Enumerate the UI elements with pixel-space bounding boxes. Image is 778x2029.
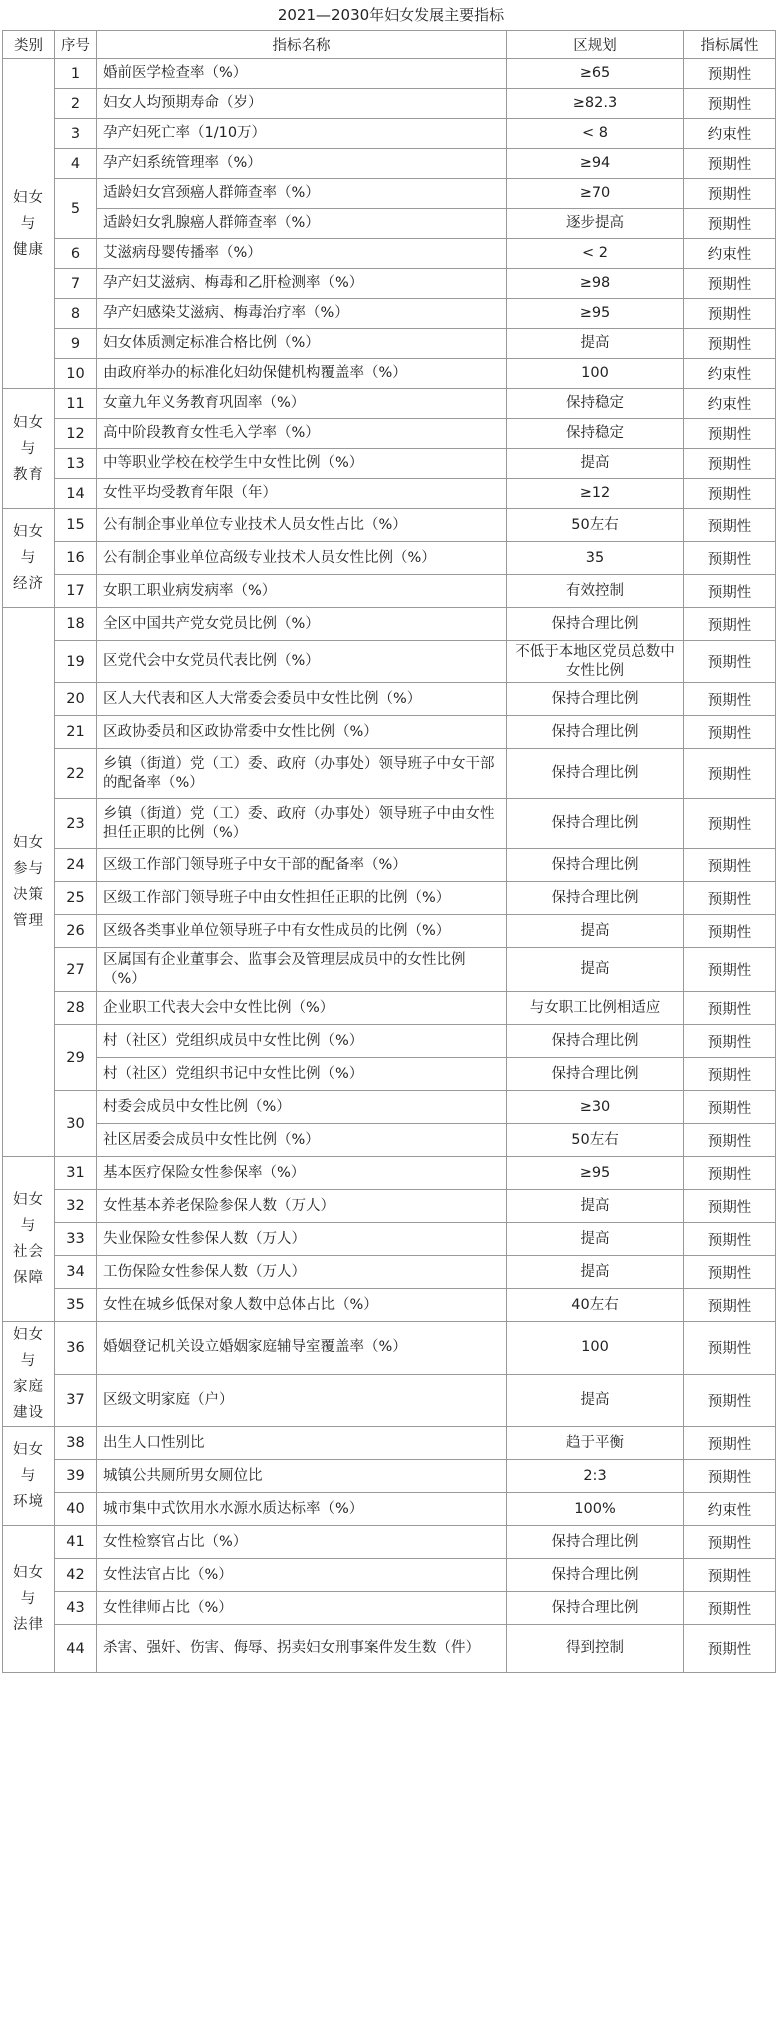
plan-value: 提高 — [507, 948, 684, 992]
row-number: 29 — [55, 1025, 97, 1091]
plan-value: 提高 — [507, 1374, 684, 1427]
indicator-name: 失业保险女性参保人数（万人） — [97, 1223, 507, 1256]
table-row — [3, 419, 776, 449]
table-row — [3, 1559, 776, 1592]
table-row — [3, 1460, 776, 1493]
indicator-attribute: 预期性 — [684, 683, 776, 716]
row-number: 19 — [55, 641, 97, 683]
row-number: 31 — [55, 1157, 97, 1190]
indicator-name: 全区中国共产党女党员比例（%） — [97, 608, 507, 641]
indicator-name: 妇女体质测定标准合格比例（%） — [97, 329, 507, 359]
indicator-attribute: 预期性 — [684, 89, 776, 119]
indicator-attribute: 约束性 — [684, 239, 776, 269]
table-row — [3, 948, 776, 992]
table-row — [3, 1190, 776, 1223]
indicator-attribute: 预期性 — [684, 608, 776, 641]
category-label: 妇女 与 社会 保障 — [13, 1192, 44, 1286]
header-name: 指标名称 — [97, 31, 507, 59]
table-row — [3, 1374, 776, 1427]
category-cell — [3, 389, 55, 509]
row-number: 14 — [55, 479, 97, 509]
indicator-attribute: 约束性 — [684, 119, 776, 149]
row-number: 40 — [55, 1493, 97, 1526]
indicator-name: 区党代会中女党员代表比例（%） — [97, 641, 507, 683]
indicator-name: 女性平均受教育年限（年） — [97, 479, 507, 509]
table-title: 2021—2030年妇女发展主要指标 — [277, 6, 505, 24]
row-number: 30 — [55, 1091, 97, 1157]
row-number: 34 — [55, 1256, 97, 1289]
header-attribute: 指标属性 — [684, 31, 776, 59]
plan-value: 不低于本地区党员总数中女性比例 — [507, 641, 684, 683]
plan-value: ≥30 — [507, 1091, 684, 1124]
indicator-attribute: 约束性 — [684, 389, 776, 419]
category-cell — [3, 1427, 55, 1526]
category-label: 妇女 与 家庭 建设 — [13, 1327, 44, 1421]
indicator-name: 区属国有企业董事会、监事会及管理层成员中的女性比例（%） — [97, 948, 507, 992]
indicator-name: 妇女人均预期寿命（岁） — [97, 89, 507, 119]
plan-value: ≥95 — [507, 299, 684, 329]
plan-value: < 8 — [507, 119, 684, 149]
table-row — [3, 239, 776, 269]
indicator-attribute: 预期性 — [684, 1592, 776, 1625]
table-row — [3, 1124, 776, 1157]
table-row — [3, 1223, 776, 1256]
indicator-name: 工伤保险女性参保人数（万人） — [97, 1256, 507, 1289]
indicator-attribute: 预期性 — [684, 1322, 776, 1375]
header-row — [3, 31, 776, 59]
indicator-name: 区政协委员和区政协常委中女性比例（%） — [97, 716, 507, 749]
indicator-name: 适龄妇女乳腺癌人群筛查率（%） — [97, 209, 507, 239]
plan-value: 保持合理比例 — [507, 683, 684, 716]
row-number: 22 — [55, 749, 97, 799]
category-label: 妇女 与 教育 — [13, 414, 44, 483]
table-row — [3, 882, 776, 915]
indicator-attribute: 预期性 — [684, 299, 776, 329]
indicator-attribute: 预期性 — [684, 1256, 776, 1289]
indicator-name: 公有制企事业单位专业技术人员女性占比（%） — [97, 509, 507, 542]
row-number: 23 — [55, 799, 97, 849]
indicator-name: 社区居委会成员中女性比例（%） — [97, 1124, 507, 1157]
table-body — [3, 31, 776, 1673]
row-number: 32 — [55, 1190, 97, 1223]
table-row — [3, 179, 776, 209]
plan-value: 趋于平衡 — [507, 1427, 684, 1460]
row-number: 16 — [55, 542, 97, 575]
indicator-name: 城市集中式饮用水水源水质达标率（%） — [97, 1493, 507, 1526]
row-number: 17 — [55, 575, 97, 608]
indicator-name: 公有制企事业单位高级专业技术人员女性比例（%） — [97, 542, 507, 575]
row-number: 2 — [55, 89, 97, 119]
indicator-name: 孕产妇系统管理率（%） — [97, 149, 507, 179]
plan-value: ≥70 — [507, 179, 684, 209]
table-row — [3, 1058, 776, 1091]
category-label: 妇女 与 经济 — [13, 524, 44, 592]
plan-value: 保持稳定 — [507, 419, 684, 449]
table-row — [3, 329, 776, 359]
plan-value: ≥65 — [507, 59, 684, 89]
indicator-name: 婚前医学检查率（%） — [97, 59, 507, 89]
table-row — [3, 209, 776, 239]
row-number: 7 — [55, 269, 97, 299]
indicator-name: 孕产妇艾滋病、梅毒和乙肝检测率（%） — [97, 269, 507, 299]
plan-value: 40左右 — [507, 1289, 684, 1322]
plan-value: ≥12 — [507, 479, 684, 509]
plan-value: 逐步提高 — [507, 209, 684, 239]
table-row — [3, 299, 776, 329]
indicator-name: 中等职业学校在校学生中女性比例（%） — [97, 449, 507, 479]
indicator-attribute: 预期性 — [684, 1223, 776, 1256]
header-plan: 区规划 — [507, 31, 684, 59]
indicator-name: 企业职工代表大会中女性比例（%） — [97, 992, 507, 1025]
row-number: 38 — [55, 1427, 97, 1460]
row-number: 33 — [55, 1223, 97, 1256]
plan-value: 50左右 — [507, 509, 684, 542]
indicator-name: 由政府举办的标准化妇幼保健机构覆盖率（%） — [97, 359, 507, 389]
row-number: 13 — [55, 449, 97, 479]
table-row — [3, 799, 776, 849]
table-row — [3, 1091, 776, 1124]
indicator-attribute: 预期性 — [684, 59, 776, 89]
indicator-attribute: 预期性 — [684, 509, 776, 542]
indicator-attribute: 预期性 — [684, 992, 776, 1025]
category-label: 妇女 与 健康 — [13, 189, 44, 258]
plan-value: ≥94 — [507, 149, 684, 179]
plan-value: 保持合理比例 — [507, 882, 684, 915]
indicator-attribute: 预期性 — [684, 749, 776, 799]
indicator-attribute: 预期性 — [684, 716, 776, 749]
table-row — [3, 479, 776, 509]
table-row — [3, 683, 776, 716]
indicator-attribute: 预期性 — [684, 1526, 776, 1559]
row-number: 8 — [55, 299, 97, 329]
indicator-name: 女性基本养老保险参保人数（万人） — [97, 1190, 507, 1223]
header-category: 类别 — [3, 31, 55, 59]
plan-value: ≥82.3 — [507, 89, 684, 119]
row-number: 26 — [55, 915, 97, 948]
category-cell — [3, 608, 55, 1157]
plan-value: 提高 — [507, 1223, 684, 1256]
category-cell — [3, 509, 55, 608]
plan-value: 保持合理比例 — [507, 1559, 684, 1592]
indicator-table — [2, 30, 776, 1673]
table-row — [3, 716, 776, 749]
indicator-name: 孕产妇死亡率（1/10万） — [97, 119, 507, 149]
table-row — [3, 641, 776, 683]
indicator-attribute: 预期性 — [684, 269, 776, 299]
indicator-attribute: 约束性 — [684, 359, 776, 389]
indicator-attribute: 预期性 — [684, 329, 776, 359]
indicator-name: 村委会成员中女性比例（%） — [97, 1091, 507, 1124]
row-number: 5 — [55, 179, 97, 239]
plan-value: 100 — [507, 1322, 684, 1375]
row-number: 21 — [55, 716, 97, 749]
table-row — [3, 1322, 776, 1375]
indicator-attribute: 预期性 — [684, 149, 776, 179]
indicator-name: 村（社区）党组织书记中女性比例（%） — [97, 1058, 507, 1091]
table-row — [3, 149, 776, 179]
table-row — [3, 119, 776, 149]
plan-value: 50左右 — [507, 1124, 684, 1157]
table-row — [3, 1526, 776, 1559]
plan-value: 100 — [507, 359, 684, 389]
plan-value: 有效控制 — [507, 575, 684, 608]
plan-value: 2:3 — [507, 1460, 684, 1493]
plan-value: < 2 — [507, 239, 684, 269]
table-row — [3, 992, 776, 1025]
table-row — [3, 359, 776, 389]
indicator-attribute: 预期性 — [684, 1289, 776, 1322]
indicator-attribute: 预期性 — [684, 209, 776, 239]
indicator-attribute: 预期性 — [684, 948, 776, 992]
plan-value: 保持合理比例 — [507, 608, 684, 641]
row-number: 6 — [55, 239, 97, 269]
indicator-name: 村（社区）党组织成员中女性比例（%） — [97, 1025, 507, 1058]
plan-value: 提高 — [507, 329, 684, 359]
row-number: 11 — [55, 389, 97, 419]
row-number: 15 — [55, 509, 97, 542]
table-row — [3, 542, 776, 575]
plan-value: 保持合理比例 — [507, 1526, 684, 1559]
indicator-attribute: 预期性 — [684, 1157, 776, 1190]
indicator-attribute: 预期性 — [684, 1427, 776, 1460]
row-number: 1 — [55, 59, 97, 89]
indicator-attribute: 预期性 — [684, 419, 776, 449]
indicator-name: 女职工职业病发病率（%） — [97, 575, 507, 608]
indicator-attribute: 预期性 — [684, 575, 776, 608]
row-number: 42 — [55, 1559, 97, 1592]
plan-value: 保持合理比例 — [507, 1025, 684, 1058]
row-number: 4 — [55, 149, 97, 179]
plan-value: ≥95 — [507, 1157, 684, 1190]
indicator-name: 区级各类事业单位领导班子中有女性成员的比例（%） — [97, 915, 507, 948]
indicator-attribute: 预期性 — [684, 542, 776, 575]
plan-value: 提高 — [507, 915, 684, 948]
indicator-attribute: 约束性 — [684, 1493, 776, 1526]
indicator-name: 高中阶段教育女性毛入学率（%） — [97, 419, 507, 449]
indicator-name: 女性法官占比（%） — [97, 1559, 507, 1592]
indicator-name: 孕产妇感染艾滋病、梅毒治疗率（%） — [97, 299, 507, 329]
plan-value: 保持稳定 — [507, 389, 684, 419]
header-number: 序号 — [55, 31, 97, 59]
table-row — [3, 1427, 776, 1460]
table-row — [3, 849, 776, 882]
row-number: 39 — [55, 1460, 97, 1493]
indicator-attribute: 预期性 — [684, 449, 776, 479]
indicator-attribute: 预期性 — [684, 1025, 776, 1058]
row-number: 25 — [55, 882, 97, 915]
table-row — [3, 608, 776, 641]
table-row — [3, 1289, 776, 1322]
plan-value: 与女职工比例相适应 — [507, 992, 684, 1025]
indicator-attribute: 预期性 — [684, 479, 776, 509]
indicator-name: 城镇公共厕所男女厕位比 — [97, 1460, 507, 1493]
indicator-attribute: 预期性 — [684, 1190, 776, 1223]
table-row — [3, 1592, 776, 1625]
indicator-name: 基本医疗保险女性参保率（%） — [97, 1157, 507, 1190]
indicator-attribute: 预期性 — [684, 799, 776, 849]
indicator-attribute: 预期性 — [684, 882, 776, 915]
indicator-name: 女童九年义务教育巩固率（%） — [97, 389, 507, 419]
plan-value: 100% — [507, 1493, 684, 1526]
row-number: 10 — [55, 359, 97, 389]
indicator-name: 女性在城乡低保对象人数中总体占比（%） — [97, 1289, 507, 1322]
indicator-name: 乡镇（街道）党（工）委、政府（办事处）领导班子中由女性担任正职的比例（%） — [97, 799, 507, 849]
indicator-name: 区级工作部门领导班子中女干部的配备率（%） — [97, 849, 507, 882]
category-cell — [3, 59, 55, 389]
plan-value: 保持合理比例 — [507, 799, 684, 849]
table-row — [3, 915, 776, 948]
indicator-name: 区级工作部门领导班子中由女性担任正职的比例（%） — [97, 882, 507, 915]
indicator-attribute: 预期性 — [684, 1091, 776, 1124]
row-number: 24 — [55, 849, 97, 882]
indicator-attribute: 预期性 — [684, 1625, 776, 1673]
indicator-attribute: 预期性 — [684, 1460, 776, 1493]
indicator-attribute: 预期性 — [684, 1058, 776, 1091]
plan-value: 保持合理比例 — [507, 1592, 684, 1625]
plan-value: ≥98 — [507, 269, 684, 299]
table-row — [3, 575, 776, 608]
indicator-name: 女性检察官占比（%） — [97, 1526, 507, 1559]
indicator-attribute: 预期性 — [684, 179, 776, 209]
indicator-name: 婚姻登记机关设立婚姻家庭辅导室覆盖率（%） — [97, 1322, 507, 1375]
row-number: 18 — [55, 608, 97, 641]
table-row — [3, 449, 776, 479]
table-row — [3, 1157, 776, 1190]
table-row — [3, 269, 776, 299]
plan-value: 保持合理比例 — [507, 1058, 684, 1091]
table-row — [3, 1025, 776, 1058]
table-row — [3, 389, 776, 419]
plan-value: 得到控制 — [507, 1625, 684, 1673]
row-number: 12 — [55, 419, 97, 449]
table-row — [3, 509, 776, 542]
category-label: 妇女 参与 决策 管理 — [13, 835, 44, 929]
category-cell — [3, 1157, 55, 1322]
plan-value: 提高 — [507, 449, 684, 479]
table-row — [3, 749, 776, 799]
row-number: 35 — [55, 1289, 97, 1322]
indicator-attribute: 预期性 — [684, 849, 776, 882]
plan-value: 保持合理比例 — [507, 749, 684, 799]
row-number: 37 — [55, 1374, 97, 1427]
indicator-name: 杀害、强奸、伤害、侮辱、拐卖妇女刑事案件发生数（件） — [97, 1625, 507, 1673]
indicator-name: 乡镇（街道）党（工）委、政府（办事处）领导班子中女干部的配备率（%） — [97, 749, 507, 799]
category-cell — [3, 1526, 55, 1673]
indicator-attribute: 预期性 — [684, 641, 776, 683]
plan-value: 提高 — [507, 1190, 684, 1223]
table-row — [3, 1256, 776, 1289]
plan-value: 提高 — [507, 1256, 684, 1289]
table-row — [3, 89, 776, 119]
category-label: 妇女 与 法律 — [13, 1565, 44, 1633]
indicator-attribute: 预期性 — [684, 915, 776, 948]
indicator-attribute: 预期性 — [684, 1559, 776, 1592]
row-number: 3 — [55, 119, 97, 149]
plan-value: 保持合理比例 — [507, 716, 684, 749]
plan-value: 保持合理比例 — [507, 849, 684, 882]
row-number: 41 — [55, 1526, 97, 1559]
indicator-attribute: 预期性 — [684, 1374, 776, 1427]
indicator-name: 区人大代表和区人大常委会委员中女性比例（%） — [97, 683, 507, 716]
indicator-name: 区级文明家庭（户） — [97, 1374, 507, 1427]
category-label: 妇女 与 环境 — [13, 1442, 44, 1510]
table-row — [3, 1625, 776, 1673]
row-number: 20 — [55, 683, 97, 716]
indicator-name: 艾滋病母婴传播率（%） — [97, 239, 507, 269]
indicator-name: 出生人口性别比 — [97, 1427, 507, 1460]
indicator-name: 女性律师占比（%） — [97, 1592, 507, 1625]
table-row — [3, 59, 776, 89]
row-number: 27 — [55, 948, 97, 992]
row-number: 28 — [55, 992, 97, 1025]
row-number: 44 — [55, 1625, 97, 1673]
plan-value: 35 — [507, 542, 684, 575]
indicator-attribute: 预期性 — [684, 1124, 776, 1157]
row-number: 36 — [55, 1322, 97, 1375]
category-cell — [3, 1322, 55, 1427]
row-number: 43 — [55, 1592, 97, 1625]
row-number: 9 — [55, 329, 97, 359]
table-row — [3, 1493, 776, 1526]
indicator-name: 适龄妇女宫颈癌人群筛查率（%） — [97, 179, 507, 209]
